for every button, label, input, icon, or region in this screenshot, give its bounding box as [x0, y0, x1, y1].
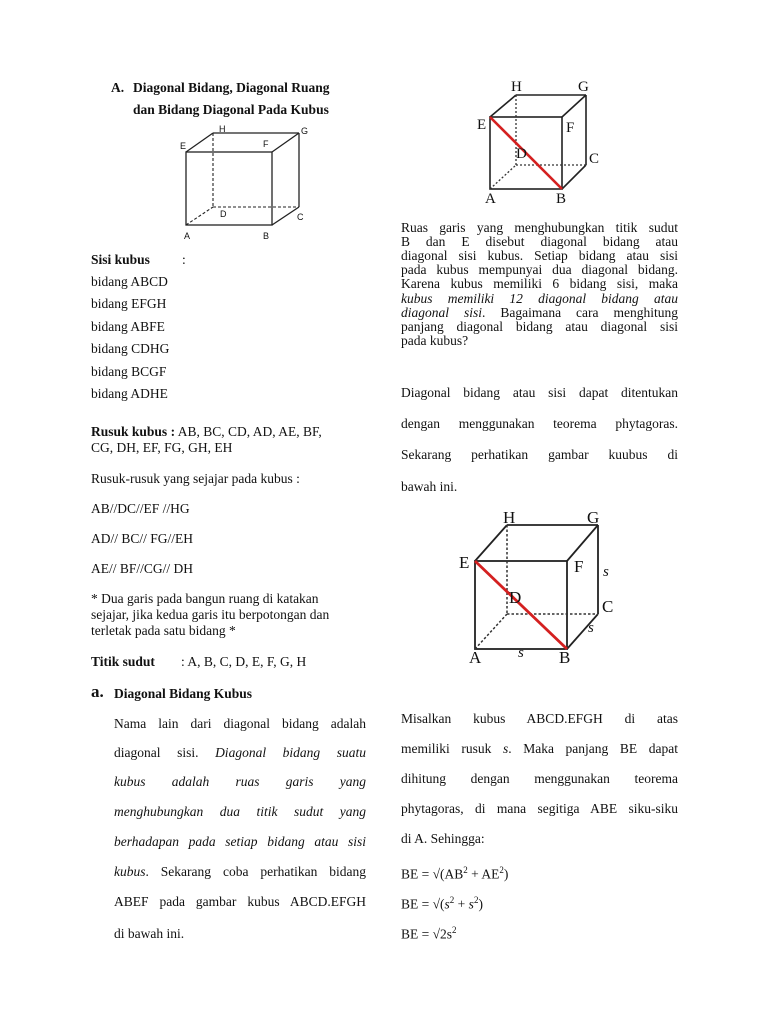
vertex-label-A: A: [184, 231, 191, 241]
cube-diagram-mid: [455, 505, 625, 670]
right-para3-line: dihitung dengan menggunakan teorema: [401, 771, 678, 786]
right-para3-line: Misalkan kubus ABCD.EFGH di atas: [401, 711, 678, 726]
left-para-word: yang: [339, 774, 366, 789]
note-line3: terletak pada satu bidang *: [91, 623, 236, 638]
right-para2-line: bawah ini.: [401, 479, 458, 494]
sisi-colon: :: [182, 252, 186, 267]
rusuk-list-a: AB, BC, CD, AD, AE, BF,: [175, 424, 322, 439]
formula-var: s: [468, 896, 474, 912]
section-title-line1: Diagonal Bidang, Diagonal Ruang: [133, 80, 330, 95]
vertex-label-F: F: [566, 120, 575, 136]
left-para-line: [114, 774, 366, 790]
vertex-label-H: H: [503, 508, 516, 527]
edge-label-s: s: [588, 620, 594, 636]
right-para1-line: pada kubus mempunyai dua diagonal bidang.: [401, 262, 678, 277]
right-para1-line: kubus memiliki 12 diagonal bidang atau: [401, 291, 678, 306]
vertex-label-A: A: [469, 648, 482, 667]
right-para3-line: phytagoras, di mana segitiga ABE siku-siku: [401, 801, 678, 816]
vertex-label-C: C: [602, 597, 614, 616]
right-para1-italic: diagonal sisi: [401, 305, 482, 320]
vertex-label-G: G: [301, 126, 309, 136]
formula-part: ): [503, 866, 509, 882]
note-line1: * Dua garis pada bangun ruang di katakan: [91, 591, 319, 606]
left-para-italic: kubus: [114, 864, 146, 879]
formula-sup: 2: [499, 865, 504, 875]
left-para-line: [114, 745, 366, 761]
cube-diagram-top: [468, 75, 618, 207]
vertex-label-C: C: [589, 151, 600, 167]
vertex-label-H: H: [511, 79, 522, 95]
vertex-label-D: D: [516, 146, 527, 162]
edge-label-s: s: [603, 564, 609, 580]
vertex-label-G: G: [578, 79, 589, 95]
left-para-line: di bawah ini.: [114, 926, 185, 941]
right-para3-text: . Maka panjang BE dapat: [508, 741, 678, 756]
formula-sup: 2: [473, 895, 479, 905]
rusuk-line1: [91, 424, 322, 440]
vertex-label-F: F: [263, 139, 269, 149]
vertex-label-E: E: [477, 117, 487, 133]
section-marker: A.: [111, 80, 125, 95]
right-para2-line: dengan menggunakan teorema phytagoras.: [401, 416, 678, 431]
rusuk-title: Rusuk kubus :: [91, 424, 176, 439]
vertex-label-G: G: [587, 508, 600, 527]
right-para1-line: diagonal sisi kubus. Setiap bidang atau sisi: [401, 248, 678, 263]
left-para-line: ABEF pada gambar kubus ABCD.EFGH: [114, 894, 366, 909]
right-para1-line: pada kubus?: [401, 333, 469, 348]
formula-part: + AE: [467, 866, 500, 882]
left-para-line: berhadapan pada setiap bidang atau sisi: [114, 834, 366, 849]
formula-sup: 2: [449, 895, 455, 905]
titik-value: : A, B, C, D, E, F, G, H: [181, 654, 307, 669]
right-para1-text: . Bagaimana cara menghitung: [482, 305, 678, 320]
right-para1-line: panjang diagonal bidang atau diagonal sisi: [401, 319, 678, 334]
titik-title: Titik sudut: [91, 654, 155, 669]
left-para-word: adalah: [171, 774, 210, 789]
formula-var: s: [444, 896, 450, 912]
right-para2-line: Diagonal bidang atau sisi dapat ditentukan: [401, 385, 678, 400]
right-para3-line: di A. Sehingga:: [401, 831, 485, 846]
left-para-italic: Diagonal bidang suatu: [215, 745, 366, 760]
formula-sup: 2: [463, 865, 468, 875]
right-para2-line: Sekarang perhatikan gambar kuubus di: [401, 447, 678, 462]
sejajar-intro: Rusuk-rusuk yang sejajar pada kubus :: [91, 471, 300, 486]
sisi-item: bidang EFGH: [91, 296, 167, 311]
left-para-line: [114, 864, 366, 880]
formula-part: ): [478, 896, 483, 912]
left-para-word: garis: [285, 774, 314, 789]
right-para3-line: [401, 741, 678, 757]
vertex-label-B: B: [559, 648, 571, 667]
formula-part: BE = √2s: [401, 926, 453, 942]
formula-sup: 2: [452, 925, 457, 935]
rusuk-line2: CG, DH, EF, FG, GH, EH: [91, 440, 233, 455]
formula-2: [401, 892, 483, 913]
section-title-line2: dan Bidang Diagonal Pada Kubus: [133, 102, 329, 117]
left-para-text: . Sekarang coba perhatikan bidang: [145, 864, 366, 879]
formula-part: BE = √(AB: [401, 866, 464, 882]
vertex-label-A: A: [485, 191, 496, 207]
cube-diagram-small: [175, 122, 315, 244]
left-para-word: ruas: [235, 774, 260, 789]
sejajar-row: AE// BF//CG// DH: [91, 561, 194, 576]
right-para1-line: Ruas garis yang menghubungkan titik sudut: [401, 220, 678, 235]
vertex-label-B: B: [263, 231, 270, 241]
right-para3-text: memiliki rusuk: [401, 741, 492, 756]
vertex-label-H: H: [219, 124, 226, 134]
vertex-label-E: E: [459, 553, 470, 572]
formula-3: [401, 922, 457, 943]
left-para-word: kubus: [114, 774, 146, 789]
formula-1: [401, 862, 508, 883]
sisi-item: bidang ABCD: [91, 274, 168, 289]
left-para-line: menghubungkan dua titik sudut yang: [114, 804, 366, 819]
formula-part: +: [454, 896, 469, 912]
edge-label-s: s: [518, 645, 524, 661]
vertex-label-F: F: [574, 557, 584, 576]
left-para-line: Nama lain dari diagonal bidang adalah: [114, 716, 366, 731]
left-para-text: diagonal sisi.: [114, 745, 199, 760]
sisi-title: Sisi kubus: [91, 252, 150, 267]
sisi-item: bidang ABFE: [91, 319, 165, 334]
formula-part: BE = √(: [401, 896, 445, 912]
sejajar-row: AB//DC//EF //HG: [91, 501, 190, 516]
subsection-title: Diagonal Bidang Kubus: [114, 686, 253, 701]
subsection-marker: a.: [91, 682, 104, 701]
right-para3-var: s: [502, 741, 509, 756]
vertex-label-D: D: [220, 209, 227, 219]
sejajar-row: AD// BC// FG//EH: [91, 531, 194, 546]
sisi-item: bidang BCGF: [91, 364, 167, 379]
right-para1-line: [401, 306, 678, 320]
vertex-label-C: C: [297, 212, 304, 222]
vertex-label-D: D: [509, 588, 522, 607]
sisi-item: bidang CDHG: [91, 341, 170, 356]
note-line2: sejajar, jika kedua garis itu berpotongan dan: [91, 607, 330, 622]
right-para1-line: B dan E disebut diagonal bidang atau: [401, 234, 678, 249]
right-para1-line: Karena kubus memiliki 6 bidang sisi, maka: [401, 276, 678, 291]
vertex-label-B: B: [556, 191, 567, 207]
sisi-item: bidang ADHE: [91, 386, 168, 401]
vertex-label-E: E: [180, 141, 187, 151]
